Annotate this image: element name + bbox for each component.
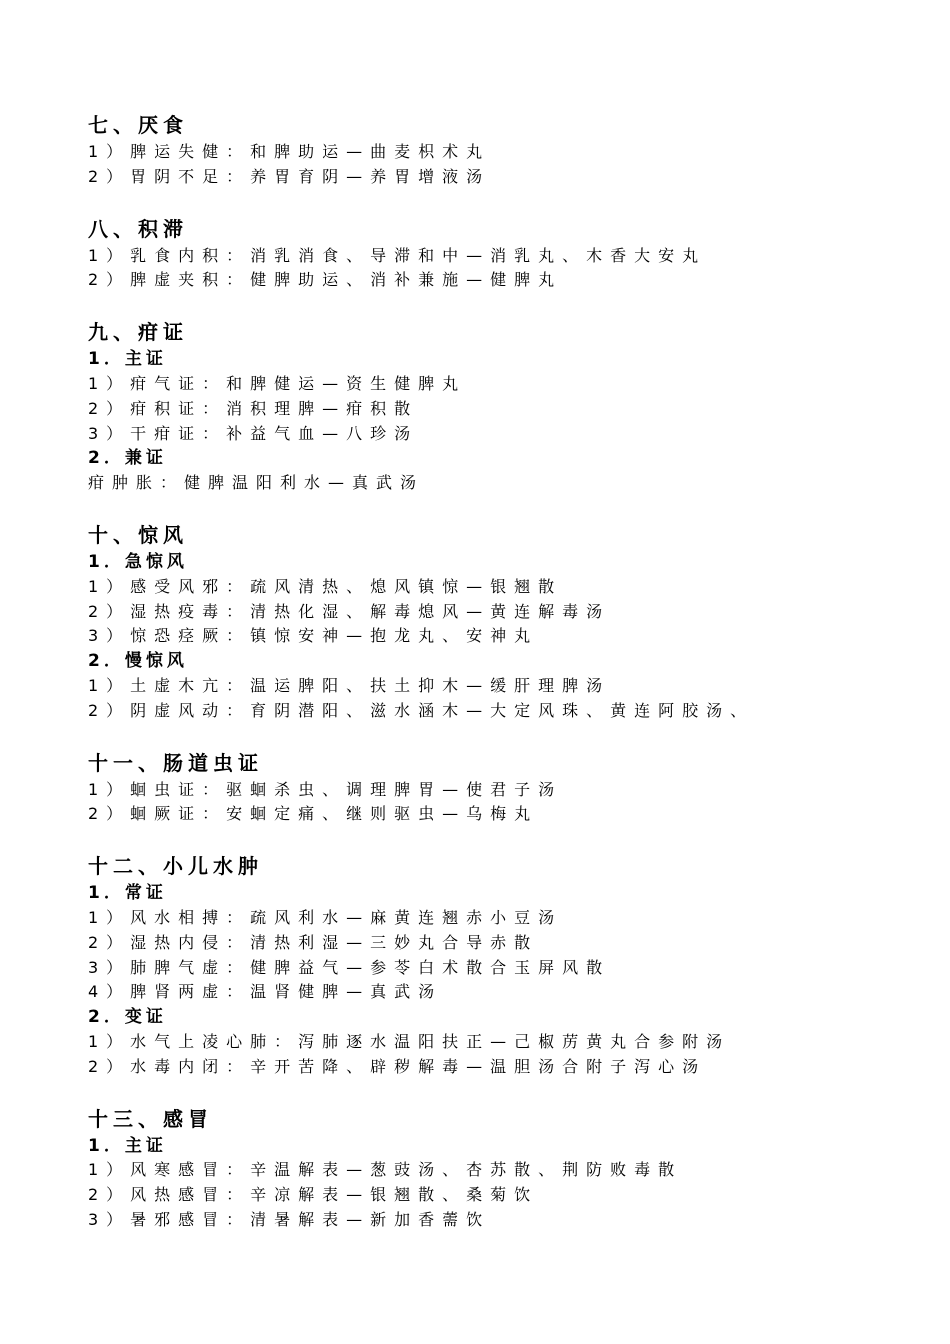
subsection-title: 1．常证 — [88, 883, 167, 904]
list-item: 2）脾虚夹积：健脾助运、消补兼施—健脾丸 — [88, 270, 563, 290]
section-title: 十、惊风 — [88, 522, 188, 547]
list-item: 2）蛔厥证：安蛔定痛、继则驱虫—乌梅丸 — [88, 804, 539, 824]
list-item: 2）湿热内侵：清热利湿—三妙丸合导赤散 — [88, 932, 539, 952]
list-item: 3）肺脾气虚：健脾益气—参苓白术散合玉屏风散 — [88, 957, 611, 977]
list-item: 2）水毒内闭：辛开苦降、辟秽解毒—温胆汤合附子泻心汤 — [88, 1056, 707, 1076]
list-item: 1）蛔虫证：驱蛔杀虫、调理脾胃—使君子汤 — [88, 779, 563, 799]
section-title: 十二、小儿水肿 — [88, 854, 263, 879]
list-item: 3）暑邪感冒：清暑解表—新加香薷饮 — [88, 1209, 491, 1229]
list-item: 1）感受风邪：疏风清热、熄风镇惊—银翘散 — [88, 576, 563, 596]
section — [88, 214, 908, 294]
section — [88, 748, 908, 828]
subsection-title: 2．慢惊风 — [88, 651, 188, 672]
section — [88, 520, 908, 724]
section-title: 十一、肠道虫证 — [88, 750, 263, 775]
section-title: 九、疳证 — [88, 320, 188, 345]
section — [88, 110, 908, 190]
list-item: 2）胃阴不足：养胃育阴—养胃增液汤 — [88, 166, 491, 186]
list-item: 1）脾运失健：和脾助运—曲麦枳术丸 — [88, 142, 491, 161]
section — [88, 1104, 908, 1233]
subsection-title: 1．主证 — [88, 349, 167, 370]
list-item: 2）风热感冒：辛凉解表—银翘散、桑菊饮 — [88, 1185, 539, 1205]
list-item: 4）脾肾两虚：温肾健脾—真武汤 — [88, 982, 443, 1002]
document-page — [88, 110, 908, 1233]
list-item: 1）土虚木亢：温运脾阳、扶土抑木—缓肝理脾汤 — [88, 675, 611, 695]
section — [88, 317, 908, 496]
list-item: 2）阴虚风动：育阴潜阳、滋水涵木—大定风珠、黄连阿胶汤、 — [88, 700, 755, 720]
list-item: 1）疳气证：和脾健运—资生健脾丸 — [88, 373, 467, 393]
subsection-title: 1．急惊风 — [88, 551, 188, 572]
list-item: 3）干疳证：补益气血—八珍汤 — [88, 423, 419, 443]
list-item: 2）湿热疫毒：清热化湿、解毒熄风—黄连解毒汤 — [88, 601, 611, 621]
section-title: 八、积滞 — [88, 216, 188, 241]
list-item: 1）风寒感冒：辛温解表—葱豉汤、杏苏散、荆防败毒散 — [88, 1160, 683, 1180]
list-item: 1）风水相搏：疏风利水—麻黄连翘赤小豆汤 — [88, 907, 563, 927]
list-item: 3）惊恐痉厥：镇惊安神—抱龙丸、安神丸 — [88, 626, 539, 646]
list-item: 1）水气上凌心肺：泻肺逐水温阳扶正—己椒苈黄丸合参附汤 — [88, 1031, 731, 1051]
subsection-title: 2．变证 — [88, 1007, 167, 1028]
subsection-title: 2．兼证 — [88, 448, 167, 469]
section — [88, 851, 908, 1079]
list-item: 2）疳积证：消积理脾—疳积散 — [88, 398, 419, 418]
list-item: 疳肿胀：健脾温阳利水—真武汤 — [88, 473, 425, 493]
section-title: 七、厌食 — [88, 113, 188, 137]
subsection-title: 1．主证 — [88, 1135, 167, 1156]
section-title: 十三、感冒 — [88, 1106, 213, 1131]
list-item: 1）乳食内积：消乳消食、导滞和中—消乳丸、木香大安丸 — [88, 245, 707, 265]
